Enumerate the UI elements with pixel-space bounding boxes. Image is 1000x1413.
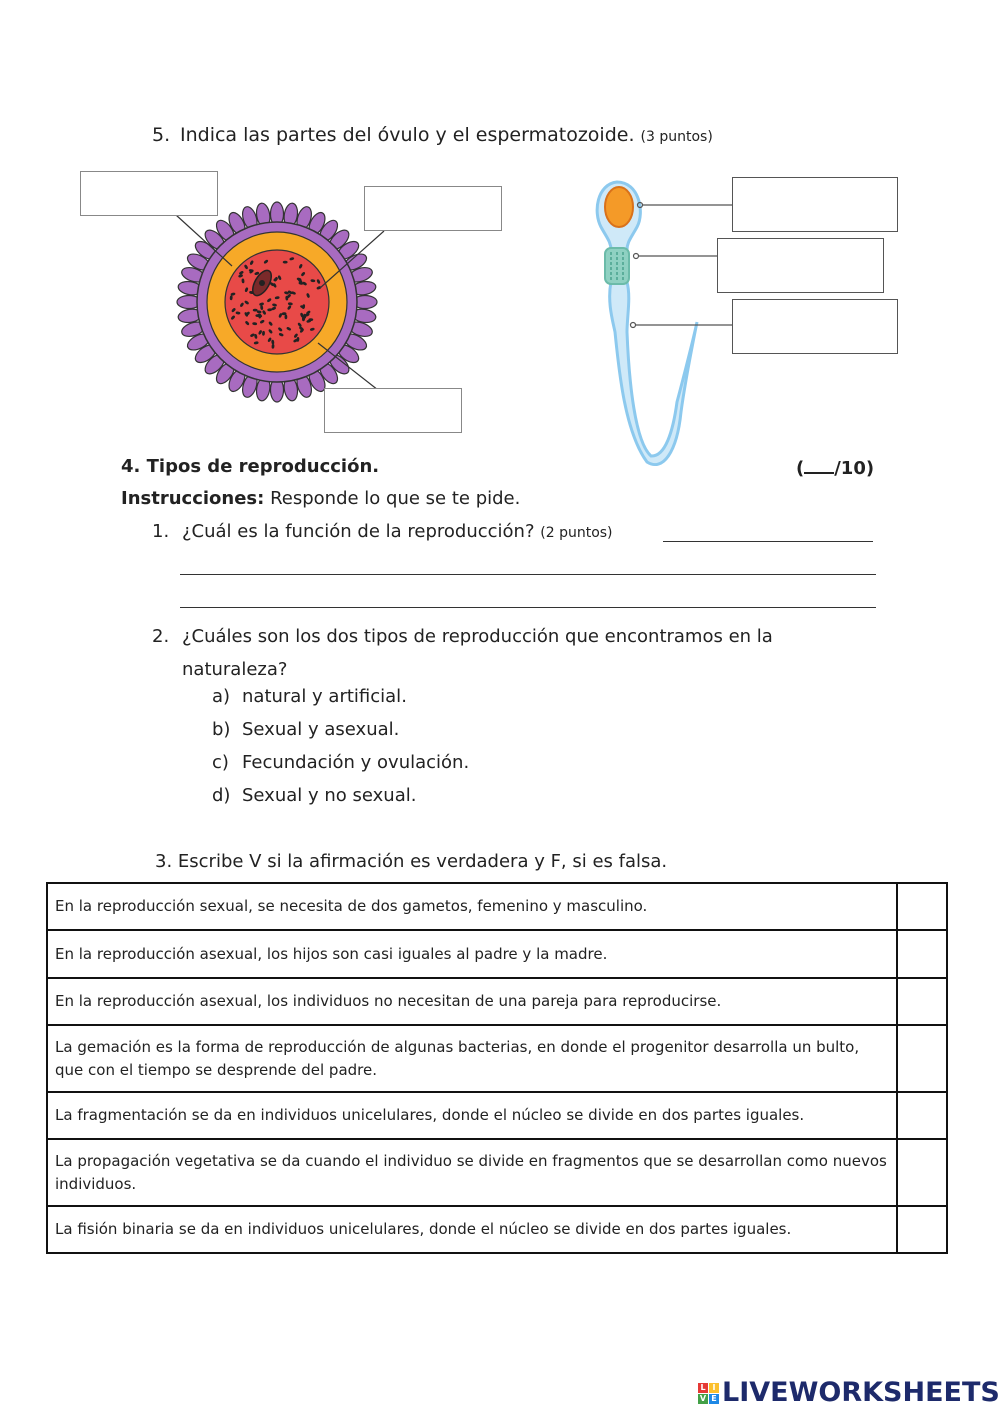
question-text: Indica las partes del óvulo y el espermatozoide. [180,124,635,146]
table-row [47,930,947,978]
answer-cell[interactable] [897,1025,947,1092]
answer-cell[interactable] [897,978,947,1025]
answer-cell[interactable] [897,1206,947,1253]
answer-line-1[interactable] [663,541,873,542]
score-open: ( [796,458,805,479]
statement: La fragmentación se da en individuos unicelulares, donde el núcleo se divide en dos partes iguales. [47,1092,897,1139]
score-total: /10) [834,458,875,479]
question-text: ¿Cuál es la función de la reproducción? [182,521,535,542]
answer-line-2[interactable] [180,574,876,575]
answer-cell[interactable] [897,930,947,978]
answer-line-3[interactable] [180,607,876,608]
statement: En la reproducción asexual, los individuos no necesitan de una pareja para reproducirse. [47,978,897,1025]
instructions-label: Instrucciones: [121,488,265,509]
logo-icon: L I V E [698,1383,720,1405]
question-points: (2 puntos) [540,525,613,541]
table-row [47,1092,947,1139]
option-c[interactable]: c) Fecundación y ovulación. [212,752,470,773]
statement: En la reproducción sexual, se necesita de dos gametos, femenino y masculino. [47,883,897,930]
section-score [796,456,874,479]
question-1 [152,521,876,542]
table-row [47,883,947,930]
sperm-label-box-3[interactable] [732,299,898,354]
answer-cell[interactable] [897,1092,947,1139]
sperm-pointer-lines [0,0,1000,470]
statement: La gemación es la forma de reproducción de algunas bacterias, en donde el progenitor desarrolla un bulto, que con el tiempo se desprende del padre. [47,1025,897,1092]
table-row [47,1025,947,1092]
liveworksheets-logo [698,1377,1000,1408]
question-points: (3 puntos) [640,129,713,145]
table-row [47,1206,947,1253]
instructions [121,488,520,509]
option-a[interactable]: a) natural y artificial. [212,686,407,707]
statement: La propagación vegetativa se da cuando el individuo se divide en fragmentos que se desarrollan como nuevos individuos. [47,1139,897,1206]
score-blank[interactable] [804,456,834,474]
sperm-label-box-2[interactable] [717,238,884,293]
question-number: 1. [152,521,170,542]
question-number: 2. [152,626,170,647]
table-row [47,978,947,1025]
question-text-line-2: naturaleza? [182,659,288,680]
question-text-line-1: ¿Cuáles son los dos tipos de reproducción que encontramos en la [182,626,773,647]
answer-cell[interactable] [897,883,947,930]
statement: En la reproducción asexual, los hijos son casi iguales al padre y la madre. [47,930,897,978]
section-title: 4. Tipos de reproducción. [121,456,380,477]
statement: La fisión binaria se da en individuos unicelulares, donde el núcleo se divide en dos partes iguales. [47,1206,897,1253]
table-row [47,1139,947,1206]
question-3: 3. Escribe V si la afirmación es verdadera y F, si es falsa. [155,851,668,872]
question-2 [152,620,773,686]
option-d[interactable]: d) Sexual y no sexual. [212,785,417,806]
question-number: 5. [152,124,171,146]
instructions-text: Responde lo que se te pide. [270,488,521,509]
option-b[interactable]: b) Sexual y asexual. [212,719,400,740]
sperm-label-box-1[interactable] [732,177,898,232]
logo-text: LIVEWORKSHEETS [722,1377,1000,1408]
answer-cell[interactable] [897,1139,947,1206]
true-false-table [46,882,948,1254]
